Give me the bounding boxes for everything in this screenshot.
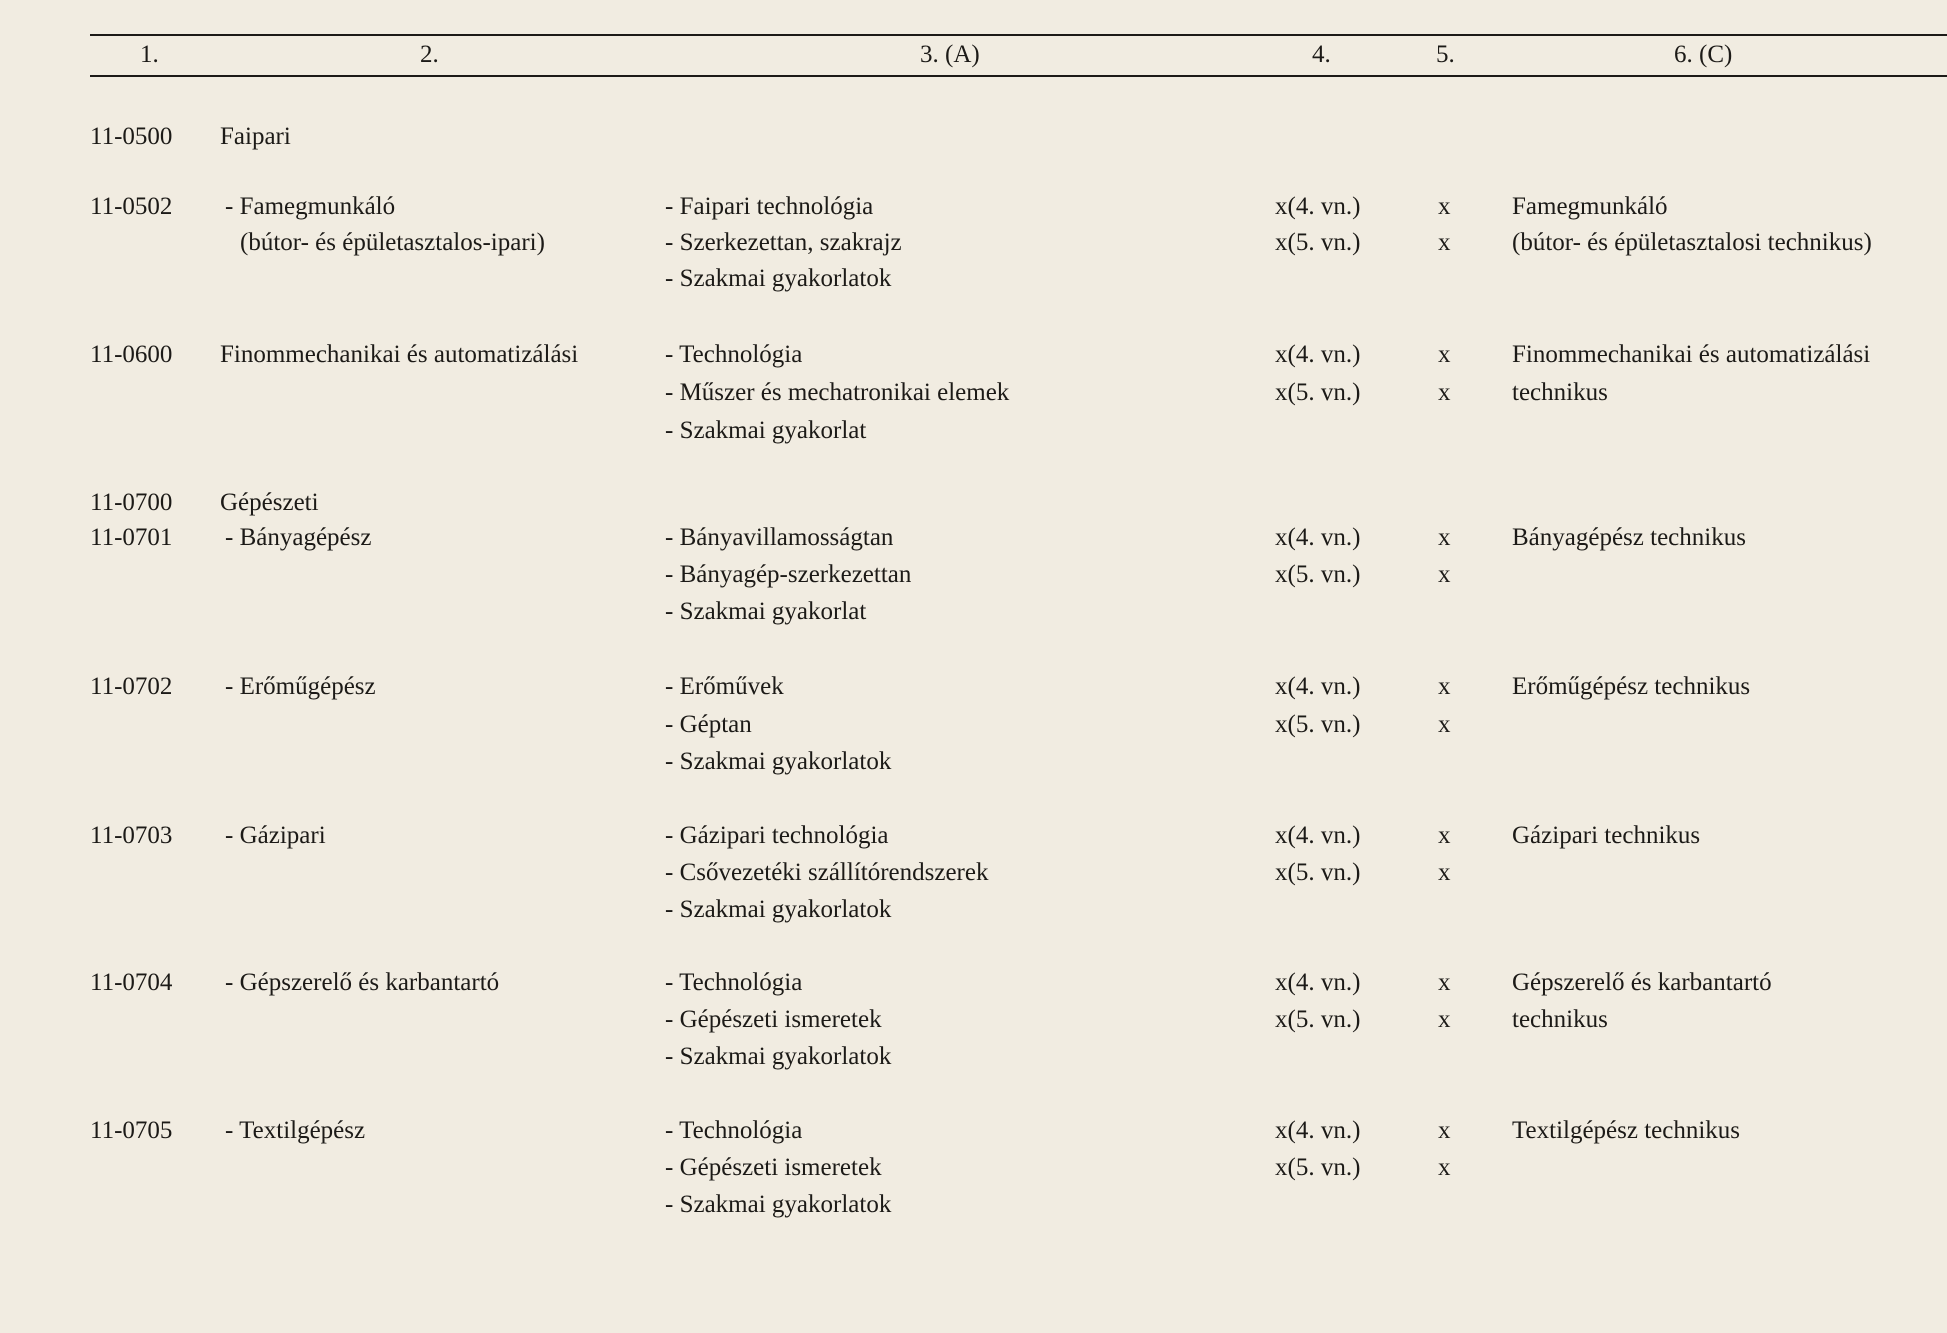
result: (bútor- és épületasztalosi technikus) [1512, 229, 1872, 256]
row-code: 11-0704 [90, 969, 173, 996]
header-col-3: 3. (A) [920, 41, 980, 68]
row-name: - Erőműgépész [225, 673, 376, 700]
mark: x [1438, 859, 1451, 886]
row-name: - Gázipari [225, 822, 326, 849]
year-value: x(5. vn.) [1275, 859, 1361, 886]
row-code: 11-0500 [90, 123, 173, 150]
result: technikus [1512, 379, 1608, 406]
mark: x [1438, 379, 1451, 406]
row-code: 11-0701 [90, 524, 173, 551]
subject: - Műszer és mechatronikai elemek [665, 379, 1010, 406]
subject: - Szakmai gyakorlatok [665, 265, 892, 292]
row-name: - Bányagépész [225, 524, 372, 551]
year-value: x(4. vn.) [1275, 969, 1361, 996]
row-code: 11-0703 [90, 822, 173, 849]
row-code: 11-0702 [90, 673, 173, 700]
subject: - Csővezetéki szállítórendszerek [665, 859, 989, 886]
year-value: x(4. vn.) [1275, 193, 1361, 220]
row-name: - Gépszerelő és karbantartó [225, 969, 500, 996]
year-value: x(4. vn.) [1275, 673, 1361, 700]
subject: - Faipari technológia [665, 193, 874, 220]
header-top-rule [90, 34, 1947, 36]
subject: - Technológia [665, 969, 803, 996]
year-value: x(4. vn.) [1275, 524, 1361, 551]
subject: - Bányavillamosságtan [665, 524, 894, 551]
row-name: - Famegmunkáló [225, 193, 396, 220]
subject: - Technológia [665, 1117, 803, 1144]
year-value: x(5. vn.) [1275, 1006, 1361, 1033]
subject: - Gázipari technológia [665, 822, 889, 849]
subject: - Szakmai gyakorlat [665, 598, 867, 625]
header-col-5: 5. [1436, 41, 1455, 68]
subject: - Erőművek [665, 673, 784, 700]
year-value: x(5. vn.) [1275, 229, 1361, 256]
year-value: x(5. vn.) [1275, 1154, 1361, 1181]
header-col-1: 1. [140, 41, 159, 68]
result: technikus [1512, 1006, 1608, 1033]
mark: x [1438, 1117, 1451, 1144]
year-value: x(5. vn.) [1275, 561, 1361, 588]
year-value: x(5. vn.) [1275, 379, 1361, 406]
subject: - Szakmai gyakorlatok [665, 896, 892, 923]
mark: x [1438, 969, 1451, 996]
result: Gázipari technikus [1512, 822, 1701, 849]
row-code: 11-0700 [90, 489, 173, 516]
mark: x [1438, 673, 1451, 700]
subject: - Szakmai gyakorlatok [665, 1043, 892, 1070]
row-name: Finommechanikai és automatizálási [220, 341, 579, 368]
subject: - Szakmai gyakorlatok [665, 1191, 892, 1218]
subject: - Gépészeti ismeretek [665, 1006, 882, 1033]
row-name: Gépészeti [220, 489, 319, 516]
header-col-2: 2. [420, 41, 439, 68]
year-value: x(4. vn.) [1275, 341, 1361, 368]
mark: x [1438, 524, 1451, 551]
result: Gépszerelő és karbantartó [1512, 969, 1772, 996]
header-col-4: 4. [1312, 41, 1331, 68]
year-value: x(5. vn.) [1275, 711, 1361, 738]
subject: - Technológia [665, 341, 803, 368]
mark: x [1438, 229, 1451, 256]
row-code: 11-0502 [90, 193, 173, 220]
row-code: 11-0705 [90, 1117, 173, 1144]
mark: x [1438, 561, 1451, 588]
row-name-continued: (bútor- és épületasztalos-ipari) [240, 229, 545, 256]
subject: - Bányagép-szerkezettan [665, 561, 912, 588]
subject: - Gépészeti ismeretek [665, 1154, 882, 1181]
result: Famegmunkáló [1512, 193, 1668, 220]
mark: x [1438, 193, 1451, 220]
result: Textilgépész technikus [1512, 1117, 1741, 1144]
row-code: 11-0600 [90, 341, 173, 368]
header-bottom-rule [90, 75, 1947, 77]
mark: x [1438, 341, 1451, 368]
mark: x [1438, 711, 1451, 738]
result: Erőműgépész technikus [1512, 673, 1751, 700]
mark: x [1438, 1006, 1451, 1033]
row-name: - Textilgépész [225, 1117, 366, 1144]
mark: x [1438, 822, 1451, 849]
subject: - Szakmai gyakorlat [665, 417, 867, 444]
subject: - Szerkezettan, szakrajz [665, 229, 902, 256]
row-name: Faipari [220, 123, 291, 150]
header-col-6: 6. (C) [1674, 41, 1733, 68]
year-value: x(4. vn.) [1275, 1117, 1361, 1144]
subject: - Szakmai gyakorlatok [665, 748, 892, 775]
mark: x [1438, 1154, 1451, 1181]
result: Finommechanikai és automatizálási [1512, 341, 1871, 368]
subject: - Géptan [665, 711, 752, 738]
year-value: x(4. vn.) [1275, 822, 1361, 849]
result: Bányagépész technikus [1512, 524, 1746, 551]
